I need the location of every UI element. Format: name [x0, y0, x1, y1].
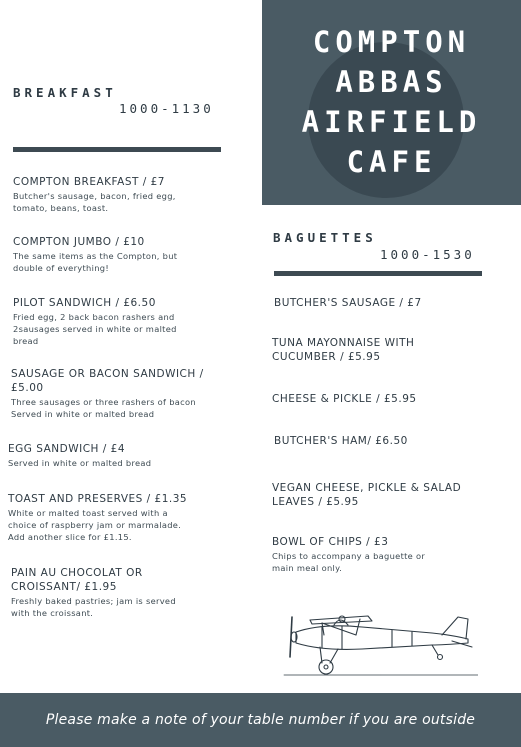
biplane-icon [282, 605, 478, 685]
item-name: EGG SANDWICH / £4 [8, 443, 126, 455]
item-name: PILOT SANDWICH / £6.50 [13, 297, 156, 309]
item-desc-line: Served in white or malted bread [11, 409, 155, 419]
baguettes-divider [274, 271, 482, 276]
footer-bar [0, 693, 521, 747]
item-desc-line: Fried egg, 2 back bacon rashers and [13, 312, 175, 322]
menu-item [8, 492, 253, 543]
menu-item [274, 434, 514, 448]
menu-item [274, 296, 514, 310]
item-desc [13, 250, 253, 274]
menu-item [13, 296, 253, 347]
item-name: CHEESE & PICKLE / £5.95 [272, 393, 417, 405]
menu-item [272, 481, 517, 509]
item-name-line: VEGAN CHEESE, PICKLE & SALAD [272, 482, 462, 494]
footer-note: Please make a note of your table number if you are outside [45, 712, 476, 728]
menu-item [13, 235, 253, 274]
item-desc [13, 311, 253, 347]
menu-item [11, 566, 256, 619]
item-desc [11, 595, 256, 619]
menu-item [272, 535, 512, 574]
item-desc-line: main meal only. [272, 563, 343, 573]
breakfast-divider [13, 147, 221, 152]
item-name-line: CROISSANT/ £1.95 [11, 581, 117, 593]
breakfast-heading: BREAKFAST [13, 85, 117, 100]
menu-item [272, 392, 512, 406]
item-name: BUTCHER'S HAM/ £6.50 [274, 435, 408, 447]
baguettes-hours: 1000-1530 [380, 247, 475, 262]
item-name: BOWL OF CHIPS / £3 [272, 536, 389, 548]
breakfast-hours: 1000-1130 [119, 101, 214, 116]
cafe-name-line: CAFE [346, 145, 437, 179]
item-name [11, 566, 256, 594]
item-desc-line: Served in white or malted bread [8, 458, 152, 468]
item-desc-line: bread [13, 336, 39, 346]
item-desc-line: tomato, beans, toast. [13, 203, 109, 213]
item-name-line: TUNA MAYONNAISE WITH [272, 337, 415, 349]
item-desc-line: White or malted toast served with a [8, 508, 168, 518]
item-name-line: CUCUMBER / £5.95 [272, 351, 381, 363]
cafe-name-line: ABBAS [335, 65, 448, 99]
item-desc [13, 190, 253, 214]
item-desc-line: The same items as the Compton, but [13, 251, 178, 261]
cafe-name-line: AIRFIELD [301, 105, 482, 139]
item-desc [8, 457, 253, 469]
item-name-line: PAIN AU CHOCOLAT OR [11, 567, 143, 579]
menu-item [272, 336, 512, 364]
item-desc-line: choice of raspberry jam or marmalade. [8, 520, 182, 530]
item-desc-line: Freshly baked pastries; jam is served [11, 596, 176, 606]
item-desc-line: double of everything! [13, 263, 109, 273]
item-name-line: LEAVES / £5.95 [272, 496, 359, 508]
item-name: COMPTON JUMBO / £10 [13, 236, 145, 248]
item-desc-line: 2sausages served in white or malted [13, 324, 177, 334]
item-desc-line: Chips to accompany a baguette or [272, 551, 426, 561]
item-name-line: £5.00 [11, 382, 44, 394]
menu-item [11, 367, 256, 420]
item-desc-line: Add another slice for £1.15. [8, 532, 132, 542]
item-desc [272, 550, 512, 574]
baguettes-heading: BAGUETTES [273, 230, 377, 245]
cafe-name [262, 22, 521, 182]
item-desc-line: Butcher's sausage, bacon, fried egg, [13, 191, 176, 201]
item-desc [11, 396, 256, 420]
cafe-name-line: COMPTON [312, 25, 471, 59]
item-name [272, 336, 512, 364]
item-desc-line: with the croissant. [11, 608, 94, 618]
item-desc-line: Three sausages or three rashers of bacon [11, 397, 196, 407]
item-desc [8, 507, 253, 543]
item-name [11, 367, 256, 395]
title-panel [262, 0, 521, 205]
item-name: TOAST AND PRESERVES / £1.35 [8, 493, 188, 505]
item-name: COMPTON BREAKFAST / £7 [13, 176, 165, 188]
item-name [272, 481, 517, 509]
item-name: BUTCHER'S SAUSAGE / £7 [274, 297, 422, 309]
menu-item [8, 442, 253, 469]
item-name-line: SAUSAGE OR BACON SANDWICH / [11, 368, 204, 380]
menu-item [13, 175, 253, 214]
